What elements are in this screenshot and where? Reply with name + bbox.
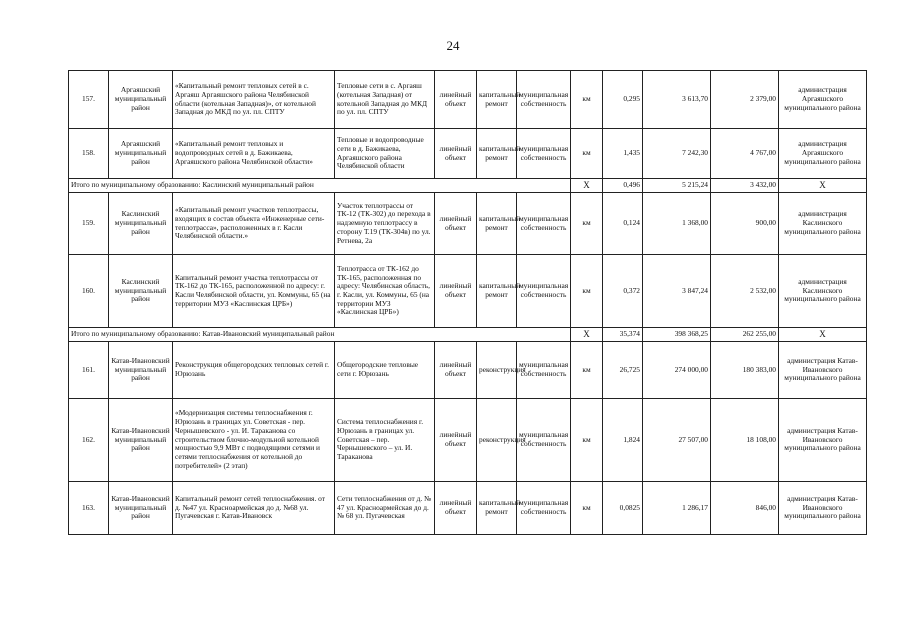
work-type-cell: капитальный ремонт: [477, 193, 517, 255]
row-number: 161.: [69, 342, 109, 399]
total-label: Итого по муниципальному образованию: Катав-Ивановский муниципальный район: [69, 328, 571, 342]
object-type-cell: линейный объект: [435, 482, 477, 535]
cost-part-cell: 846,00: [711, 482, 779, 535]
total-row: [69, 179, 867, 193]
ownership-cell: муниципальная собственность: [517, 193, 571, 255]
cost-part-cell: 2 379,00: [711, 71, 779, 129]
total-mark-end: X: [779, 179, 867, 193]
length-cell: 1,824: [603, 399, 643, 482]
responsible-cell: администрация Катав-Ивановского муниципального района: [779, 342, 867, 399]
work-type-cell: капитальный ремонт: [477, 255, 517, 328]
table-row: [69, 71, 867, 129]
unit-cell: км: [571, 71, 603, 129]
page-number: 24: [446, 38, 460, 53]
cost-part-cell: 4 767,00: [711, 129, 779, 179]
municipality-cell: Катав-Ивановский муниципальный район: [109, 342, 173, 399]
work-type-cell: капитальный ремонт: [477, 482, 517, 535]
program-table: [68, 70, 867, 535]
length-cell: 26,725: [603, 342, 643, 399]
cost-total-cell: 27 507,00: [643, 399, 711, 482]
municipality-cell: Катав-Ивановский муниципальный район: [109, 482, 173, 535]
ownership-cell: муниципальная собственность: [517, 342, 571, 399]
object-type-cell: линейный объект: [435, 399, 477, 482]
ownership-cell: муниципальная собственность: [517, 482, 571, 535]
work-type-cell: капитальный ремонт: [477, 71, 517, 129]
object-cell: Теплотрасса от ТК-162 до ТК-165, расположенная по адресу: Челябинская область, г. Касли, ул. Коммуны, 65 (на территории МУЗ «Каслинская ЦРБ»): [335, 255, 435, 328]
length-cell: 0,295: [603, 71, 643, 129]
object-type-cell: линейный объект: [435, 255, 477, 328]
responsible-cell: администрация Аргаяшского муниципального района: [779, 71, 867, 129]
total-cost-part: 262 255,00: [711, 328, 779, 342]
ownership-cell: муниципальная собственность: [517, 71, 571, 129]
project-name-cell: «Капитальный ремонт тепловых и водопроводных сетей в д. Бажикаева, Аргаяшского района Челябинской области»: [173, 129, 335, 179]
table-row: [69, 129, 867, 179]
unit-cell: км: [571, 399, 603, 482]
total-cost: 5 215,24: [643, 179, 711, 193]
length-cell: 0,124: [603, 193, 643, 255]
total-cost: 398 368,25: [643, 328, 711, 342]
responsible-cell: администрация Катав-Ивановского муниципального района: [779, 482, 867, 535]
municipality-cell: Каслинский муниципальный район: [109, 193, 173, 255]
unit-cell: км: [571, 255, 603, 328]
table-row: [69, 342, 867, 399]
municipality-cell: Каслинский муниципальный район: [109, 255, 173, 328]
project-name-cell: Капитальный ремонт сетей теплоснабжения. от д. №47 ул. Красноармейская до д. №68 ул. Пугачевская г. Катав-Ивановск: [173, 482, 335, 535]
work-type-cell: капитальный ремонт: [477, 129, 517, 179]
ownership-cell: муниципальная собственность: [517, 399, 571, 482]
object-cell: Тепловые сети в с. Аргаяш (котельная Западная) от котельной Западная до МКД по ул. пл. СПТУ: [335, 71, 435, 129]
cost-part-cell: 180 383,00: [711, 342, 779, 399]
unit-cell: км: [571, 342, 603, 399]
row-number: 157.: [69, 71, 109, 129]
project-name-cell: Капитальный ремонт участка теплотрассы от ТК-162 до ТК-165, расположенной по адресу: г. Касли Челябинской области, ул. Коммуны, 65 (на территории МУЗ «Каслинская ЦРБ»): [173, 255, 335, 328]
total-row: [69, 328, 867, 342]
total-label: Итого по муниципальному образованию: Каслинский муниципальный район: [69, 179, 571, 193]
length-cell: 0,0825: [603, 482, 643, 535]
responsible-cell: администрация Каслинского муниципального района: [779, 193, 867, 255]
unit-cell: км: [571, 482, 603, 535]
responsible-cell: администрация Катав-Ивановского муниципального района: [779, 399, 867, 482]
object-cell: Система теплоснабжения г. Юрюзань в границах ул. Советская – пер. Чернышевского – ул. И. Тараканова: [335, 399, 435, 482]
total-length: 0,496: [603, 179, 643, 193]
work-type-cell: реконструкция: [477, 399, 517, 482]
object-type-cell: линейный объект: [435, 71, 477, 129]
table-row: [69, 255, 867, 328]
project-name-cell: «Модернизация системы теплоснабжения г. Юрюзань в границах ул. Советская - пер. Чернышевского - ул. И. Тараканова со строительством блочно-модульной котельной мощностью 9,9 МВт с подводящими сетями и сетями теплоснабжения от котельной до потребителей» (2 этап): [173, 399, 335, 482]
cost-total-cell: 1 286,17: [643, 482, 711, 535]
cost-total-cell: 7 242,30: [643, 129, 711, 179]
cost-total-cell: 3 847,24: [643, 255, 711, 328]
cost-total-cell: 1 368,00: [643, 193, 711, 255]
table-row: [69, 193, 867, 255]
total-cost-part: 3 432,00: [711, 179, 779, 193]
object-type-cell: линейный объект: [435, 193, 477, 255]
unit-cell: км: [571, 129, 603, 179]
total-mark: X: [571, 179, 603, 193]
cost-part-cell: 2 532,00: [711, 255, 779, 328]
total-mark: X: [571, 328, 603, 342]
responsible-cell: администрация Каслинского муниципального района: [779, 255, 867, 328]
row-number: 162.: [69, 399, 109, 482]
work-type-cell: реконструкция: [477, 342, 517, 399]
project-name-cell: «Капитальный ремонт участков теплотрассы, входящих в состав объекта «Инженерные сети-теплотрасса», расположенных в г. Касли Челябинской области.»: [173, 193, 335, 255]
municipality-cell: Аргаяшский муниципальный район: [109, 129, 173, 179]
row-number: 158.: [69, 129, 109, 179]
table-row: [69, 482, 867, 535]
municipality-cell: Аргаяшский муниципальный район: [109, 71, 173, 129]
project-name-cell: «Капитальный ремонт тепловых сетей в с. Аргаяш Аргаяшского района Челябинской области (котельная Западная)», от котельной Западная до МКД по ул. пл. СПТУ: [173, 71, 335, 129]
cost-total-cell: 274 000,00: [643, 342, 711, 399]
row-number: 160.: [69, 255, 109, 328]
object-cell: Сети теплоснабжения от д. № 47 ул. Красноармейская до д. № 68 ул. Пугачевская: [335, 482, 435, 535]
unit-cell: км: [571, 193, 603, 255]
cost-part-cell: 18 108,00: [711, 399, 779, 482]
cost-total-cell: 3 613,70: [643, 71, 711, 129]
ownership-cell: муниципальная собственность: [517, 255, 571, 328]
project-name-cell: Реконструкция общегородских тепловых сетей г. Юрюзань: [173, 342, 335, 399]
object-cell: Тепловые и водопроводные сети в д. Бажикаева, Аргаяшского района Челябинской области: [335, 129, 435, 179]
total-mark-end: X: [779, 328, 867, 342]
length-cell: 1,435: [603, 129, 643, 179]
object-cell: Участок теплотрассы от ТК-12 (ТК-302) до перехода в надземную теплотрассу в сторону Т.19 (ТК-304в) по ул. Ретнева, 2а: [335, 193, 435, 255]
cost-part-cell: 900,00: [711, 193, 779, 255]
row-number: 159.: [69, 193, 109, 255]
object-cell: Общегородские тепловые сети г. Юрюзань: [335, 342, 435, 399]
object-type-cell: линейный объект: [435, 129, 477, 179]
ownership-cell: муниципальная собственность: [517, 129, 571, 179]
table-row: [69, 399, 867, 482]
total-length: 35,374: [603, 328, 643, 342]
responsible-cell: администрация Аргаяшского муниципального района: [779, 129, 867, 179]
object-type-cell: линейный объект: [435, 342, 477, 399]
municipality-cell: Катав-Ивановский муниципальный район: [109, 399, 173, 482]
length-cell: 0,372: [603, 255, 643, 328]
row-number: 163.: [69, 482, 109, 535]
